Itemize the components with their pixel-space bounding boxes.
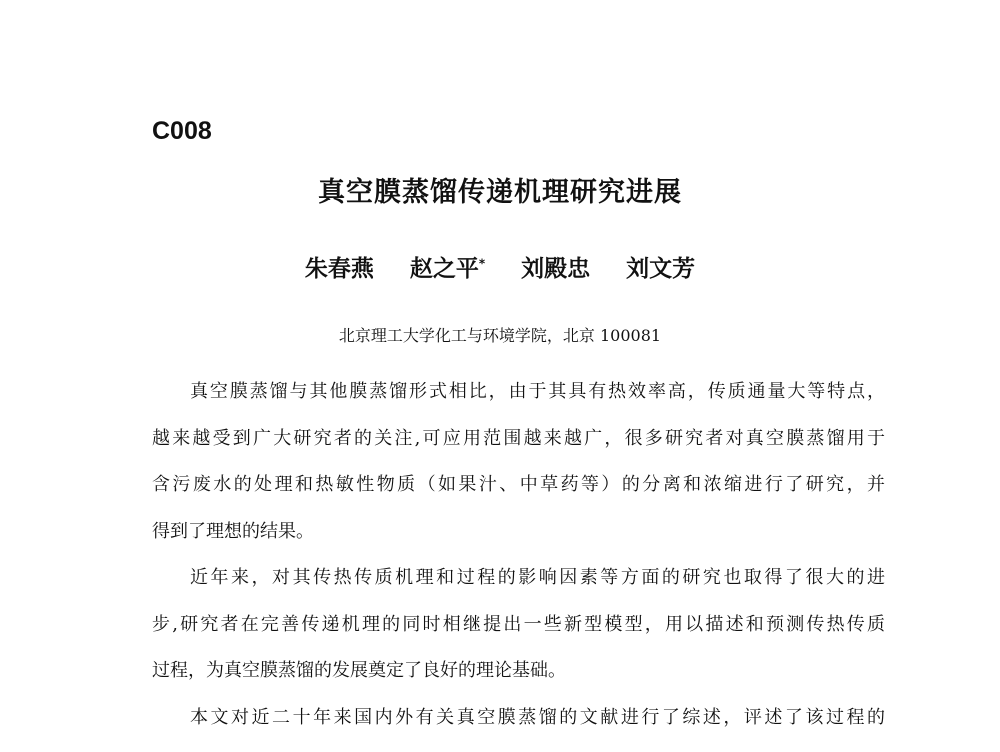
- author: 刘文芳: [626, 256, 695, 282]
- body-text: [152, 380, 885, 752]
- text-line: 过程，为真空膜蒸馏的发展奠定了良好的理论基础。: [152, 659, 885, 706]
- text-line: 步,研究者在完善传递机理的同时相继提出一些新型模型，用以描述和预测传热传质: [152, 613, 885, 660]
- text-line: 越来越受到广大研究者的关注,可应用范围越来越广，很多研究者对真空膜蒸馏用于: [152, 427, 885, 474]
- author: 刘殿忠: [521, 256, 590, 282]
- text-line: 含污废水的处理和热敏性物质（如果汁、中草药等）的分离和浓缩进行了研究，并: [152, 473, 885, 520]
- author-list: [0, 250, 1000, 283]
- affiliation: 北京理工大学化工与环境学院，北京 100081: [0, 323, 1000, 346]
- corresponding-mark: *: [479, 256, 485, 270]
- paper-code: C008: [152, 117, 212, 146]
- text-line: 近年来，对其传热传质机理和过程的影响因素等方面的研究也取得了很大的进: [152, 566, 885, 613]
- text-line: 本文对近二十年来国内外有关真空膜蒸馏的文献进行了综述，评述了该过程的: [152, 706, 885, 752]
- paper-title: 真空膜蒸馏传递机理研究进展: [0, 170, 1000, 209]
- text-line: 真空膜蒸馏与其他膜蒸馏形式相比，由于其具有热效率高，传质通量大等特点，: [152, 380, 885, 427]
- text-line: 得到了理想的结果。: [152, 520, 885, 567]
- author: 赵之平*: [410, 256, 485, 282]
- author: 朱春燕: [305, 256, 374, 282]
